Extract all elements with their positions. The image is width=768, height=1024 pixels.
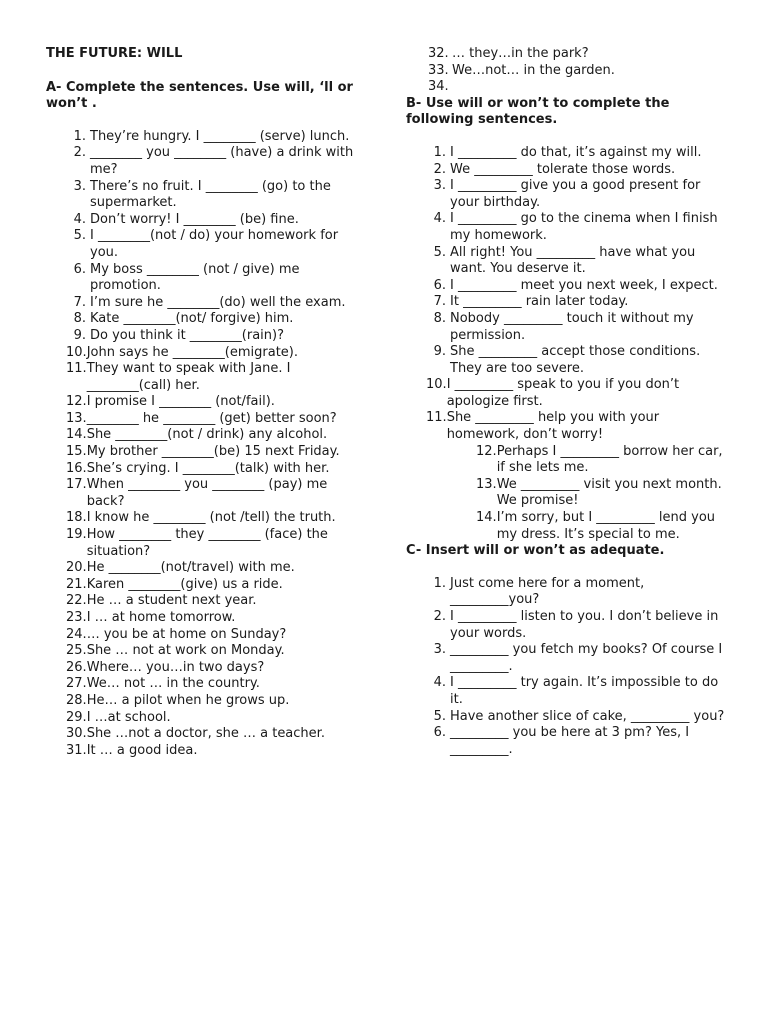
exercise-c-item-text: Just come here for a moment, _________you? (450, 575, 645, 608)
exercise-a-item (46, 643, 362, 660)
exercise-a-item-text: She’s crying. I ________(talk) with her. (86, 460, 330, 476)
exercise-c-item-number: 6. (433, 725, 446, 741)
exercise-a-item-text: When ________ you ________ (pay) me back? (86, 477, 328, 509)
exercise-a-item-number: 15. (66, 444, 87, 460)
exercise-b-item (406, 294, 730, 311)
exercise-a-item (46, 295, 362, 312)
exercise-c-item (406, 576, 730, 609)
exercise-b-item-number: 6. (433, 277, 446, 293)
exercise-a-item (46, 311, 362, 328)
exercise-b-item-text: I _________ meet you next week, I expect. (450, 277, 718, 293)
exercise-a-item-text: She ________(not / drink) any alcohol. (86, 427, 328, 443)
exercise-b-item-text: I’m sorry, but I _________ lend you my dress. It’s special to me. (496, 510, 716, 542)
exercise-a-item (46, 577, 362, 594)
exercise-a-item (46, 328, 362, 345)
exercise-a-item (46, 228, 362, 261)
exercise-a-item-text: She …not a doctor, she … a teacher. (86, 726, 325, 742)
exercise-a-item-text: Kate ________(not/ forgive) him. (90, 311, 294, 327)
exercise-a-item-number: 28. (66, 692, 87, 708)
exercise-b-item-text: She _________ accept those conditions. They are too severe. (450, 344, 701, 376)
exercise-a-item-number: 25. (66, 643, 87, 659)
exercise-a-item-number: 18. (66, 510, 87, 526)
exercise-a-item-number: 9. (73, 327, 86, 343)
exercise-a-item (46, 361, 362, 394)
exercise-a-item-number: 3. (73, 178, 86, 194)
exercise-b-item (406, 344, 730, 377)
exercise-a-item-text: They’re hungry. I ________ (serve) lunch. (90, 128, 350, 144)
left-column (46, 0, 362, 759)
exercise-b-item (406, 162, 730, 179)
exercise-a-item (46, 345, 362, 362)
exercise-a-item-text: He ________(not/travel) with me. (86, 560, 295, 576)
exercise-b-item-text: Perhaps I _________ borrow her car, if she lets me. (496, 443, 723, 476)
exercise-a-item-text: I ________(not / do) your homework for you. (90, 228, 339, 260)
exercise-a-item-text: He… a pilot when he grows up. (86, 692, 290, 708)
exercise-a-item (46, 444, 362, 461)
exercise-a-item (46, 726, 362, 743)
exercise-a-item-text: I … at home tomorrow. (86, 610, 236, 625)
exercise-c-item-number: 5. (433, 708, 446, 724)
exercise-a-item (46, 477, 362, 510)
exercise-a-item (46, 593, 362, 610)
exercise-a-item-text: They want to speak with Jane. I ________(call) her. (86, 361, 291, 393)
exercise-a-item-number: 13. (66, 410, 87, 426)
exercise-a-item-number: 11. (66, 361, 87, 377)
exercise-b-item-text: I _________ speak to you if you don’t apologize first. (446, 377, 680, 409)
exercise-a-item-text: Where… you…in two days? (86, 659, 265, 675)
section-a-list (46, 129, 362, 760)
exercise-a-item (46, 693, 362, 710)
exercise-a-item-text: We… not … in the country. (86, 676, 260, 692)
exercise-a-item-number: 26. (66, 659, 87, 675)
exercise-b-item (406, 245, 730, 278)
section-c-list (406, 576, 730, 759)
exercise-a-item-number: 32. (428, 46, 449, 61)
exercise-a-item (46, 560, 362, 577)
exercise-b-item-number: 13. (476, 476, 497, 492)
exercise-b-item (406, 178, 730, 211)
exercise-a-item-text: My brother ________(be) 15 next Friday. (86, 444, 340, 460)
exercise-a-item-number: 4. (73, 211, 86, 227)
exercise-a-item-number: 31. (66, 742, 87, 758)
exercise-a-item-number: 20. (66, 560, 87, 576)
section-a-list-continued (406, 46, 730, 96)
exercise-b-item-text: She _________ help you with your homework, don’t worry! (446, 410, 660, 443)
exercise-a-item-number: 24. (66, 626, 87, 642)
exercise-a-item-text: Do you think it ________(rain)? (90, 327, 285, 343)
exercise-a-item (406, 79, 730, 96)
exercise-a-item-number: 22. (66, 593, 87, 609)
exercise-a-item-number: 30. (66, 726, 87, 742)
exercise-b-item-number: 9. (433, 344, 446, 360)
exercise-a-item-number: 33. (428, 62, 449, 78)
exercise-a-item-text: He … a student next year. (86, 593, 257, 609)
exercise-a-item (46, 145, 362, 178)
exercise-a-item-number: 34. (428, 79, 449, 95)
exercise-c-item-text: Have another slice of cake, _________ you? (450, 708, 725, 724)
exercise-a-item-text: I’m sure he ________(do) well the exam. (90, 294, 346, 310)
exercise-a-item-text: ________ he ________ (get) better soon? (86, 410, 337, 426)
exercise-c-item-text: I _________ try again. It’s impossible to do it. (450, 675, 719, 707)
exercise-a-item (46, 527, 362, 560)
exercise-a-item-text: Don’t worry! I ________ (be) fine. (90, 211, 299, 227)
exercise-a-item-number: 29. (66, 709, 87, 725)
exercise-c-item (406, 725, 730, 758)
exercise-b-item-number: 3. (433, 178, 446, 194)
exercise-b-item-number: 8. (433, 310, 446, 326)
exercise-a-item-number: 2. (73, 145, 86, 161)
exercise-a-item-text: ________ you ________ (have) a drink with me? (90, 145, 354, 177)
exercise-a-item-text: We…not… in the garden. (452, 62, 615, 78)
exercise-a-item-text: How ________ they ________ (face) the situation? (86, 527, 328, 559)
exercise-b-item-text: We _________ visit you next month. We promise! (496, 476, 722, 509)
exercise-b-item-text: It _________ rain later today. (450, 294, 629, 310)
exercise-b-item-number: 5. (433, 244, 446, 260)
exercise-b-item (406, 311, 730, 344)
exercise-a-item-number: 16. (66, 460, 87, 476)
exercise-a-item (46, 710, 362, 727)
exercise-a-item (46, 743, 362, 760)
exercise-b-item-text: I _________ go to the cinema when I finish my homework. (450, 211, 718, 243)
exercise-b-item (406, 211, 730, 244)
exercise-c-item (406, 642, 730, 675)
exercise-c-item-text: _________ you fetch my books? Of course I _________. (450, 642, 723, 674)
exercise-a-item-number: 12. (66, 394, 87, 410)
exercise-b-item-number: 10. (426, 377, 447, 393)
exercise-a-item-number: 5. (73, 228, 86, 244)
exercise-c-item (406, 675, 730, 708)
exercise-c-item-number: 1. (433, 575, 446, 591)
exercise-a-item (46, 411, 362, 428)
exercise-c-item-text: _________ you be here at 3 pm? Yes, I _________. (450, 725, 690, 757)
worksheet-title: THE FUTURE: WILL (46, 46, 183, 61)
exercise-a-item-number: 14. (66, 427, 87, 443)
exercise-a-item-text: John says he ________(emigrate). (86, 344, 299, 360)
exercise-c-item-text: I _________ listen to you. I don’t believe in your words. (450, 609, 719, 641)
exercise-a-item (46, 660, 362, 677)
exercise-c-item (406, 609, 730, 642)
exercise-b-item (406, 145, 730, 162)
exercise-b-item-number: 4. (433, 211, 446, 227)
exercise-a-item-number: 7. (73, 294, 86, 310)
exercise-a-item (46, 510, 362, 527)
exercise-a-item-number: 8. (73, 311, 86, 327)
exercise-b-item (406, 278, 730, 295)
exercise-a-item (46, 262, 362, 295)
exercise-a-item-text (452, 79, 730, 96)
exercise-a-item (46, 627, 362, 644)
exercise-a-item (46, 179, 362, 212)
exercise-a-item-number: 21. (66, 576, 87, 592)
exercise-b-item (406, 477, 730, 510)
right-column (406, 0, 730, 758)
exercise-a-item-number: 27. (66, 676, 87, 692)
exercise-a-item-text: Karen ________(give) us a ride. (86, 576, 283, 592)
exercise-b-item-text: I _________ do that, it’s against my will. (450, 144, 702, 160)
exercise-b-item-number: 2. (433, 161, 446, 177)
exercise-a-item (46, 676, 362, 693)
exercise-a-item (46, 212, 362, 229)
exercise-b-item-text: Nobody _________ touch it without my permission. (450, 310, 694, 343)
exercise-a-item (46, 427, 362, 444)
exercise-a-item (46, 610, 362, 627)
exercise-a-item-text: I …at school. (86, 709, 171, 725)
exercise-a-item-text: I promise I ________ (not/fail). (86, 394, 275, 410)
exercise-a-item-number: 23. (66, 610, 87, 625)
exercise-b-item-text: All right! You _________ have what you want. You deserve it. (450, 244, 696, 277)
exercise-a-item (46, 394, 362, 411)
exercise-c-item-number: 4. (433, 675, 446, 691)
exercise-a-item-text: My boss ________ (not / give) me promotion. (90, 261, 300, 294)
exercise-b-item-number: 1. (433, 144, 446, 160)
section-a-heading: A- Complete the sentences. Use will, ‘ll or won’t . (46, 79, 353, 112)
exercise-c-item (406, 709, 730, 726)
section-b-list (406, 145, 730, 543)
exercise-b-item-number: 7. (433, 294, 446, 310)
exercise-b-item-text: We _________ tolerate those words. (450, 161, 676, 177)
exercise-b-item (406, 410, 730, 443)
exercise-a-item-text: … they…in the park? (452, 46, 589, 61)
exercise-a-item-text: … you be at home on Sunday? (86, 626, 287, 642)
exercise-a-item (46, 461, 362, 478)
exercise-a-item-number: 6. (73, 261, 86, 277)
exercise-a-item-number: 10. (66, 344, 87, 360)
exercise-a-item-text: There’s no fruit. I ________ (go) to the supermarket. (90, 178, 331, 211)
exercise-a-item-number: 1. (73, 128, 86, 144)
exercise-c-item-number: 2. (433, 609, 446, 624)
exercise-c-item-number: 3. (433, 642, 446, 658)
exercise-b-item-number: 12. (476, 443, 497, 459)
exercise-b-item-number: 14. (476, 510, 497, 526)
exercise-b-item (406, 377, 730, 410)
exercise-b-item (406, 444, 730, 477)
exercise-a-item-number: 19. (66, 527, 87, 543)
exercise-a-item-text: I know he ________ (not /tell) the truth. (86, 510, 336, 526)
exercise-a-item-text: It … a good idea. (86, 742, 198, 758)
exercise-b-item-number: 11. (426, 410, 447, 426)
exercise-a-item (406, 63, 730, 80)
exercise-a-item (406, 46, 730, 63)
exercise-a-item-text: She … not at work on Monday. (86, 643, 285, 659)
exercise-a-item-number: 17. (66, 477, 87, 493)
exercise-a-item (46, 129, 362, 146)
section-b-heading: B- Use will or won’t to complete the following sentences. (406, 95, 670, 128)
exercise-b-item-text: I _________ give you a good present for your birthday. (450, 178, 701, 210)
exercise-b-item (406, 510, 730, 543)
section-c-heading: C- Insert will or won’t as adequate. (406, 543, 665, 559)
